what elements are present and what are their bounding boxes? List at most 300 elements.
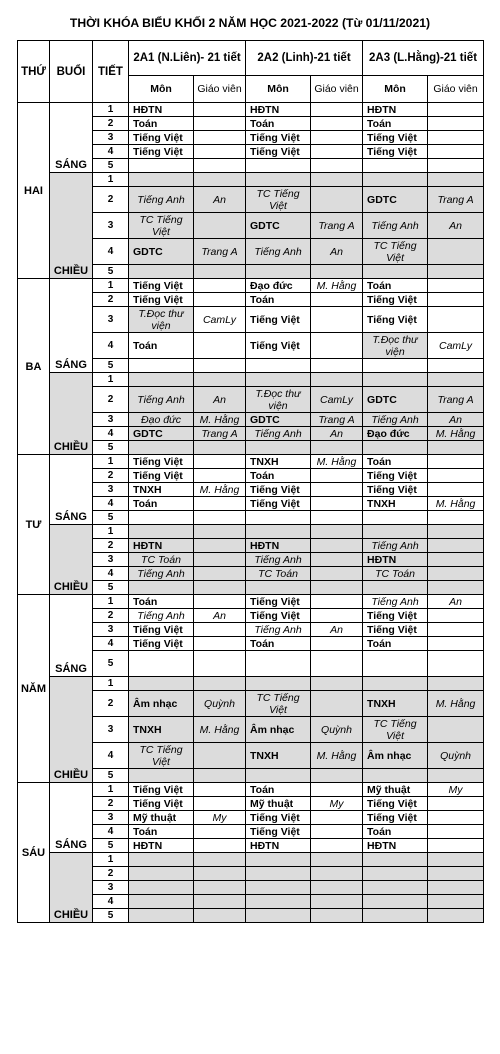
teacher-cell: An [428, 595, 484, 609]
subject-cell: Tiếng Việt [246, 811, 311, 825]
teacher-cell [428, 239, 484, 265]
subject-cell: Tiếng Việt [129, 279, 194, 293]
teacher-cell: My [311, 797, 363, 811]
period-number: 5 [93, 511, 129, 525]
subject-cell: T.Đọc thư viện [246, 387, 311, 413]
teacher-cell [194, 373, 246, 387]
teacher-cell [311, 691, 363, 717]
table-row [18, 853, 484, 867]
subject-cell [363, 511, 428, 525]
teacher-cell [311, 595, 363, 609]
subject-cell [129, 511, 194, 525]
teacher-cell [194, 293, 246, 307]
session-label: SÁNG [50, 455, 93, 525]
teacher-cell: An [311, 239, 363, 265]
teacher-cell [194, 581, 246, 595]
subject-cell: Toán [129, 825, 194, 839]
period-number: 3 [93, 881, 129, 895]
period-number: 3 [93, 213, 129, 239]
teacher-cell [428, 265, 484, 279]
subject-cell: HĐTN [129, 103, 194, 117]
teacher-cell [311, 637, 363, 651]
period-number: 4 [93, 567, 129, 581]
period-number: 4 [93, 497, 129, 511]
teacher-cell: Trang A [428, 187, 484, 213]
subject-cell: Tiếng Việt [363, 307, 428, 333]
period-number: 1 [93, 173, 129, 187]
teacher-cell [428, 373, 484, 387]
subject-cell: Tiếng Việt [363, 623, 428, 637]
subject-cell [246, 511, 311, 525]
teacher-cell: M. Hằng [428, 497, 484, 511]
teacher-cell [311, 539, 363, 553]
teacher-cell [428, 441, 484, 455]
teacher-cell: An [194, 187, 246, 213]
period-number: 1 [93, 103, 129, 117]
period-number: 4 [93, 239, 129, 265]
teacher-cell: Trang A [194, 239, 246, 265]
session-label: CHIỀU [50, 173, 93, 279]
header-thu: THỨ [18, 41, 50, 103]
teacher-cell [428, 279, 484, 293]
subject-cell: Tiếng Việt [363, 797, 428, 811]
teacher-cell: Trang A [428, 387, 484, 413]
teacher-cell [311, 567, 363, 581]
session-label: CHIỀU [50, 853, 93, 923]
teacher-cell [194, 637, 246, 651]
subject-cell: Tiếng Việt [129, 293, 194, 307]
teacher-cell [194, 333, 246, 359]
teacher-cell [428, 853, 484, 867]
teacher-cell [428, 307, 484, 333]
subject-cell [363, 651, 428, 677]
teacher-cell [428, 895, 484, 909]
subject-cell [129, 159, 194, 173]
teacher-cell [311, 853, 363, 867]
teacher-cell [194, 623, 246, 637]
subject-cell: Âm nhạc [246, 717, 311, 743]
session-label: SÁNG [50, 103, 93, 173]
teacher-cell [194, 881, 246, 895]
subject-cell: HĐTN [246, 839, 311, 853]
subject-cell: Tiếng Anh [129, 609, 194, 623]
period-number: 3 [93, 413, 129, 427]
subject-cell: Tiếng Việt [129, 131, 194, 145]
teacher-cell: An [311, 623, 363, 637]
subject-cell [246, 159, 311, 173]
teacher-cell [311, 131, 363, 145]
teacher-cell [194, 159, 246, 173]
subject-cell: GDTC [129, 239, 194, 265]
teacher-cell [311, 651, 363, 677]
subject-cell: Toán [246, 783, 311, 797]
teacher-cell [194, 213, 246, 239]
teacher-cell [194, 567, 246, 581]
teacher-cell [428, 553, 484, 567]
teacher-cell: Quỳnh [194, 691, 246, 717]
teacher-cell [428, 811, 484, 825]
teacher-cell [428, 609, 484, 623]
period-number: 5 [93, 265, 129, 279]
teacher-cell [311, 307, 363, 333]
session-label: SÁNG [50, 279, 93, 373]
header-class-2a2: 2A2 (Linh)-21 tiết [246, 41, 363, 76]
teacher-cell [311, 909, 363, 923]
subject-cell [246, 881, 311, 895]
teacher-cell [311, 769, 363, 783]
subject-cell: HĐTN [363, 103, 428, 117]
period-number: 5 [93, 581, 129, 595]
teacher-cell: Quỳnh [311, 717, 363, 743]
subject-cell: Toán [363, 279, 428, 293]
teacher-cell [311, 373, 363, 387]
subject-cell [363, 909, 428, 923]
subject-cell [246, 651, 311, 677]
teacher-cell [194, 469, 246, 483]
subject-cell: Tiếng Việt [363, 811, 428, 825]
teacher-cell [311, 441, 363, 455]
teacher-cell [428, 717, 484, 743]
teacher-cell [311, 333, 363, 359]
period-number: 2 [93, 797, 129, 811]
period-number: 1 [93, 853, 129, 867]
subject-cell: TC Tiếng Việt [363, 717, 428, 743]
subject-cell [246, 853, 311, 867]
subject-cell: Tiếng Việt [246, 483, 311, 497]
subject-cell: Tiếng Việt [246, 497, 311, 511]
teacher-cell [194, 265, 246, 279]
period-number: 5 [93, 769, 129, 783]
table-row [18, 783, 484, 797]
subject-cell: Tiếng Việt [129, 455, 194, 469]
period-number: 3 [93, 307, 129, 333]
teacher-cell [311, 839, 363, 853]
teacher-cell [311, 881, 363, 895]
period-number: 2 [93, 691, 129, 717]
subject-cell: HĐTN [363, 553, 428, 567]
teacher-cell [194, 497, 246, 511]
subject-cell: TC Toán [129, 553, 194, 567]
subject-cell: Tiếng Việt [129, 783, 194, 797]
subject-cell: Tiếng Việt [246, 333, 311, 359]
subject-cell: GDTC [246, 413, 311, 427]
teacher-cell: Trang A [194, 427, 246, 441]
teacher-cell [194, 359, 246, 373]
teacher-cell [428, 581, 484, 595]
teacher-cell [194, 783, 246, 797]
subject-cell [246, 867, 311, 881]
subject-cell: TNXH [246, 455, 311, 469]
page-title: THỜI KHÓA BIỂU KHỐI 2 NĂM HỌC 2021-2022 (Từ 01/11/2021) [69, 16, 431, 30]
subject-cell: Toán [246, 637, 311, 651]
teacher-cell: CamLy [194, 307, 246, 333]
period-number: 3 [93, 717, 129, 743]
subject-cell: GDTC [363, 387, 428, 413]
subject-cell [129, 909, 194, 923]
table-row [18, 173, 484, 187]
period-number: 4 [93, 145, 129, 159]
teacher-cell [194, 797, 246, 811]
period-number: 3 [93, 483, 129, 497]
subject-cell: HĐTN [129, 539, 194, 553]
subject-cell [246, 265, 311, 279]
subject-cell [363, 159, 428, 173]
period-number: 4 [93, 637, 129, 651]
period-number: 4 [93, 427, 129, 441]
period-number: 4 [93, 825, 129, 839]
subject-cell: TC Tiếng Việt [363, 239, 428, 265]
day-label: TƯ [18, 455, 50, 595]
subject-cell [363, 881, 428, 895]
teacher-cell [428, 117, 484, 131]
subject-cell [129, 359, 194, 373]
teacher-cell [194, 511, 246, 525]
period-number: 2 [93, 609, 129, 623]
session-label: SÁNG [50, 595, 93, 677]
teacher-cell [194, 867, 246, 881]
period-number: 1 [93, 595, 129, 609]
subject-cell: Tiếng Anh [363, 595, 428, 609]
subject-cell [129, 373, 194, 387]
subject-cell [363, 853, 428, 867]
subject-cell: Tiếng Việt [363, 293, 428, 307]
subject-cell: TC Tiếng Việt [246, 187, 311, 213]
teacher-cell [428, 293, 484, 307]
period-number: 4 [93, 333, 129, 359]
teacher-cell [311, 293, 363, 307]
teacher-cell [311, 511, 363, 525]
period-number: 4 [93, 743, 129, 769]
teacher-cell [428, 825, 484, 839]
teacher-cell [194, 145, 246, 159]
teacher-cell: An [428, 213, 484, 239]
timetable [17, 40, 484, 923]
table-row [18, 677, 484, 691]
subject-cell: TNXH [363, 497, 428, 511]
subject-cell: Âm nhạc [363, 743, 428, 769]
subject-cell: TC Toán [246, 567, 311, 581]
subject-cell: Tiếng Việt [363, 609, 428, 623]
subject-cell: Tiếng Anh [363, 539, 428, 553]
subject-cell: GDTC [363, 187, 428, 213]
subject-cell [246, 373, 311, 387]
teacher-cell [311, 265, 363, 279]
subject-cell [363, 677, 428, 691]
teacher-cell [311, 581, 363, 595]
teacher-cell [311, 497, 363, 511]
teacher-cell [428, 483, 484, 497]
teacher-cell [428, 131, 484, 145]
subject-cell [246, 895, 311, 909]
table-row [18, 279, 484, 293]
subject-cell: Tiếng Anh [246, 623, 311, 637]
subject-cell: Tiếng Việt [246, 825, 311, 839]
day-label: BA [18, 279, 50, 455]
subject-cell: GDTC [246, 213, 311, 239]
teacher-cell [311, 469, 363, 483]
teacher-cell: M. Hằng [311, 743, 363, 769]
subject-cell: Tiếng Anh [129, 187, 194, 213]
teacher-cell [311, 677, 363, 691]
teacher-cell: M. Hằng [311, 455, 363, 469]
teacher-cell [428, 651, 484, 677]
teacher-cell: M. Hằng [194, 413, 246, 427]
subject-cell: Tiếng Anh [363, 413, 428, 427]
subject-cell [129, 881, 194, 895]
subject-cell [129, 265, 194, 279]
subject-cell: Tiếng Việt [246, 609, 311, 623]
day-label: SÁU [18, 783, 50, 923]
period-number: 3 [93, 553, 129, 567]
teacher-cell [428, 881, 484, 895]
subject-cell: Toán [246, 117, 311, 131]
teacher-cell: Trang A [311, 413, 363, 427]
header-tiet: TIẾT [93, 41, 129, 103]
teacher-cell [311, 145, 363, 159]
subject-cell: Toán [129, 333, 194, 359]
subject-cell: Mỹ thuật [246, 797, 311, 811]
subject-cell: Tiếng Việt [129, 145, 194, 159]
subject-cell: Đạo đức [363, 427, 428, 441]
subject-cell: Đạo đức [246, 279, 311, 293]
subject-cell [363, 173, 428, 187]
teacher-cell [311, 525, 363, 539]
subject-cell [363, 441, 428, 455]
subject-cell: Tiếng Anh [129, 567, 194, 581]
subject-cell: Toán [129, 595, 194, 609]
teacher-cell [428, 511, 484, 525]
teacher-cell [311, 825, 363, 839]
subject-cell: Tiếng Việt [363, 469, 428, 483]
subject-cell: Tiếng Việt [129, 469, 194, 483]
subject-cell [129, 581, 194, 595]
subject-cell: TNXH [129, 483, 194, 497]
table-row [18, 455, 484, 469]
period-number: 4 [93, 895, 129, 909]
subject-cell: Tiếng Việt [129, 623, 194, 637]
teacher-cell [428, 839, 484, 853]
subject-cell [246, 525, 311, 539]
header-buoi: BUỔI [50, 41, 93, 103]
subject-cell [363, 769, 428, 783]
subject-cell: Mỹ thuật [363, 783, 428, 797]
header-mon: Môn [129, 76, 194, 103]
subject-cell: HĐTN [129, 839, 194, 853]
teacher-cell [194, 895, 246, 909]
subject-cell [246, 909, 311, 923]
teacher-cell [194, 553, 246, 567]
subject-cell: T.Đọc thư viện [129, 307, 194, 333]
table-row [18, 595, 484, 609]
teacher-cell [194, 677, 246, 691]
subject-cell: TC Toán [363, 567, 428, 581]
teacher-cell [311, 187, 363, 213]
teacher-cell: M. Hằng [428, 691, 484, 717]
subject-cell: Tiếng Việt [246, 145, 311, 159]
period-number: 3 [93, 131, 129, 145]
period-number: 2 [93, 387, 129, 413]
subject-cell: T.Đọc thư viện [363, 333, 428, 359]
subject-cell: Tiếng Việt [129, 797, 194, 811]
subject-cell: HĐTN [363, 839, 428, 853]
subject-cell [246, 441, 311, 455]
teacher-cell: M. Hằng [194, 483, 246, 497]
subject-cell: Toán [129, 117, 194, 131]
subject-cell [363, 359, 428, 373]
header-giao-vien: Giáo viên [194, 76, 246, 103]
subject-cell [246, 581, 311, 595]
period-number: 2 [93, 187, 129, 213]
subject-cell: Tiếng Anh [246, 239, 311, 265]
period-number: 1 [93, 279, 129, 293]
subject-cell [246, 173, 311, 187]
teacher-cell: M. Hằng [428, 427, 484, 441]
teacher-cell: M. Hằng [311, 279, 363, 293]
subject-cell: Toán [363, 637, 428, 651]
subject-cell [129, 651, 194, 677]
subject-cell: Toán [363, 117, 428, 131]
teacher-cell [194, 117, 246, 131]
subject-cell: Toán [129, 497, 194, 511]
subject-cell: Toán [246, 469, 311, 483]
period-number: 5 [93, 651, 129, 677]
subject-cell: TNXH [363, 691, 428, 717]
subject-cell [363, 867, 428, 881]
teacher-cell [428, 145, 484, 159]
subject-cell [363, 581, 428, 595]
teacher-cell [311, 553, 363, 567]
period-number: 5 [93, 359, 129, 373]
subject-cell: Tiếng Việt [246, 595, 311, 609]
teacher-cell [428, 909, 484, 923]
subject-cell: TNXH [129, 717, 194, 743]
subject-cell: HĐTN [246, 539, 311, 553]
subject-cell: HĐTN [246, 103, 311, 117]
period-number: 2 [93, 117, 129, 131]
period-number: 2 [93, 867, 129, 881]
subject-cell: Tiếng Việt [363, 131, 428, 145]
session-label: CHIỀU [50, 373, 93, 455]
teacher-cell [428, 359, 484, 373]
period-number: 5 [93, 839, 129, 853]
period-number: 3 [93, 811, 129, 825]
teacher-cell [428, 637, 484, 651]
teacher-cell: An [311, 427, 363, 441]
day-label: HAI [18, 103, 50, 279]
period-number: 5 [93, 909, 129, 923]
subject-cell: TNXH [246, 743, 311, 769]
subject-cell [129, 867, 194, 881]
teacher-cell: CamLy [311, 387, 363, 413]
teacher-cell [311, 895, 363, 909]
teacher-cell: M. Hằng [194, 717, 246, 743]
teacher-cell [194, 595, 246, 609]
subject-cell [246, 769, 311, 783]
teacher-cell: An [428, 413, 484, 427]
subject-cell: TC Tiếng Việt [129, 743, 194, 769]
subject-cell [363, 525, 428, 539]
teacher-cell [428, 623, 484, 637]
teacher-cell [428, 677, 484, 691]
teacher-cell [311, 173, 363, 187]
subject-cell [129, 769, 194, 783]
teacher-cell [194, 455, 246, 469]
period-number: 1 [93, 783, 129, 797]
table-row [18, 525, 484, 539]
table-row [18, 103, 484, 117]
period-number: 1 [93, 455, 129, 469]
teacher-cell [194, 839, 246, 853]
